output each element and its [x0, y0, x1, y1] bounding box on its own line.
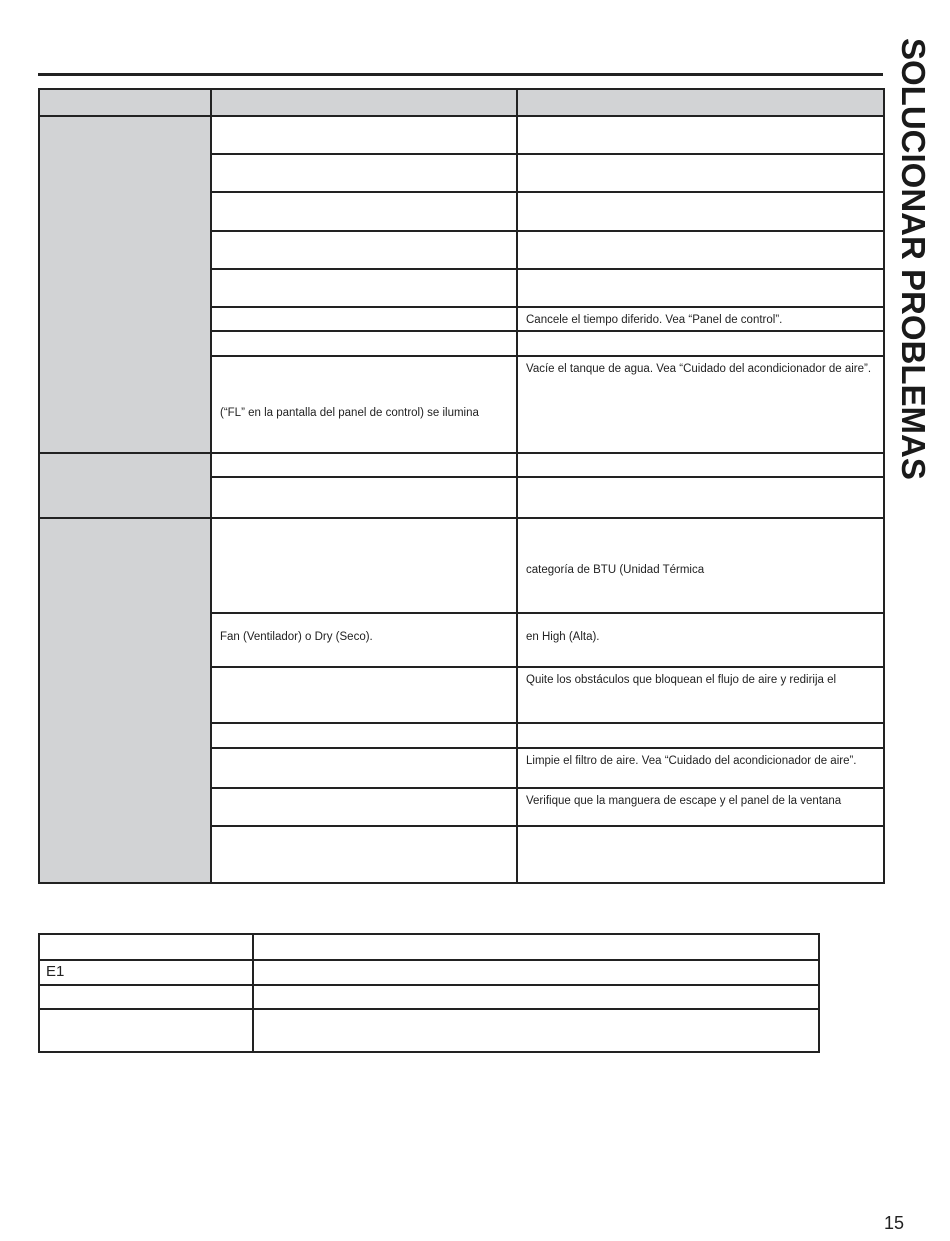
code-cell [39, 1009, 253, 1052]
cause-cell [211, 748, 517, 788]
solution-cell: Quite los obstáculos que bloquean el flujo de aire y redirija el [517, 667, 884, 723]
solution-cell [517, 192, 884, 231]
table-row [39, 1009, 819, 1052]
solution-cell: Cancele el tiempo diferido. Vea “Panel de control”. [517, 307, 884, 331]
solution-cell [517, 231, 884, 269]
cause-cell [211, 453, 517, 477]
table-row [39, 934, 819, 960]
cause-cell: (“FL” en la pantalla del panel de control) se ilumina [211, 356, 517, 453]
solution-cell: categoría de BTU (Unidad Térmica [517, 518, 884, 613]
code-cell: E1 [39, 960, 253, 985]
cause-cell [211, 307, 517, 331]
cause-cell: Fan (Ventilador) o Dry (Seco). [211, 613, 517, 667]
cause-cell [211, 331, 517, 356]
cause-cell [211, 154, 517, 192]
solution-cell: Vacíe el tanque de agua. Vea “Cuidado del acondicionador de aire”. [517, 356, 884, 453]
table-row [39, 518, 884, 613]
table-header-row [39, 89, 884, 116]
solution-cell: en High (Alta). [517, 613, 884, 667]
cause-cell [211, 518, 517, 613]
table-row [39, 116, 884, 154]
cause-cell [211, 667, 517, 723]
solution-cell [517, 154, 884, 192]
solution-cell [517, 116, 884, 154]
solution-cell: Verifique que la manguera de escape y el panel de la ventana [517, 788, 884, 826]
solution-cell: Limpie el filtro de aire. Vea “Cuidado del acondicionador de aire”. [517, 748, 884, 788]
header-problem [39, 89, 211, 116]
cause-cell [211, 231, 517, 269]
solution-cell [517, 331, 884, 356]
cause-cell [211, 826, 517, 883]
description-cell [253, 985, 819, 1009]
problem-cell [39, 518, 211, 883]
solution-cell [517, 826, 884, 883]
section-title: SOLUCIONAR PROBLEMAS [895, 38, 932, 480]
solution-cell [517, 269, 884, 307]
top-rule [38, 73, 883, 76]
header-cause [211, 89, 517, 116]
code-cell [39, 985, 253, 1009]
description-cell [253, 960, 819, 985]
cause-cell [211, 723, 517, 748]
solution-cell [517, 453, 884, 477]
table-row [39, 453, 884, 477]
code-cell [39, 934, 253, 960]
error-codes-table [38, 933, 820, 1053]
description-cell [253, 934, 819, 960]
header-solution [517, 89, 884, 116]
problem-cell [39, 453, 211, 518]
cause-cell [211, 192, 517, 231]
table-row [39, 960, 819, 985]
description-cell [253, 1009, 819, 1052]
page-number: 15 [884, 1213, 905, 1233]
problem-cell [39, 116, 211, 453]
cause-cell [211, 269, 517, 307]
table-row [39, 985, 819, 1009]
solution-cell [517, 477, 884, 518]
cause-cell [211, 477, 517, 518]
troubleshooting-table [38, 88, 885, 884]
solution-cell [517, 723, 884, 748]
cause-cell [211, 116, 517, 154]
cause-cell [211, 788, 517, 826]
